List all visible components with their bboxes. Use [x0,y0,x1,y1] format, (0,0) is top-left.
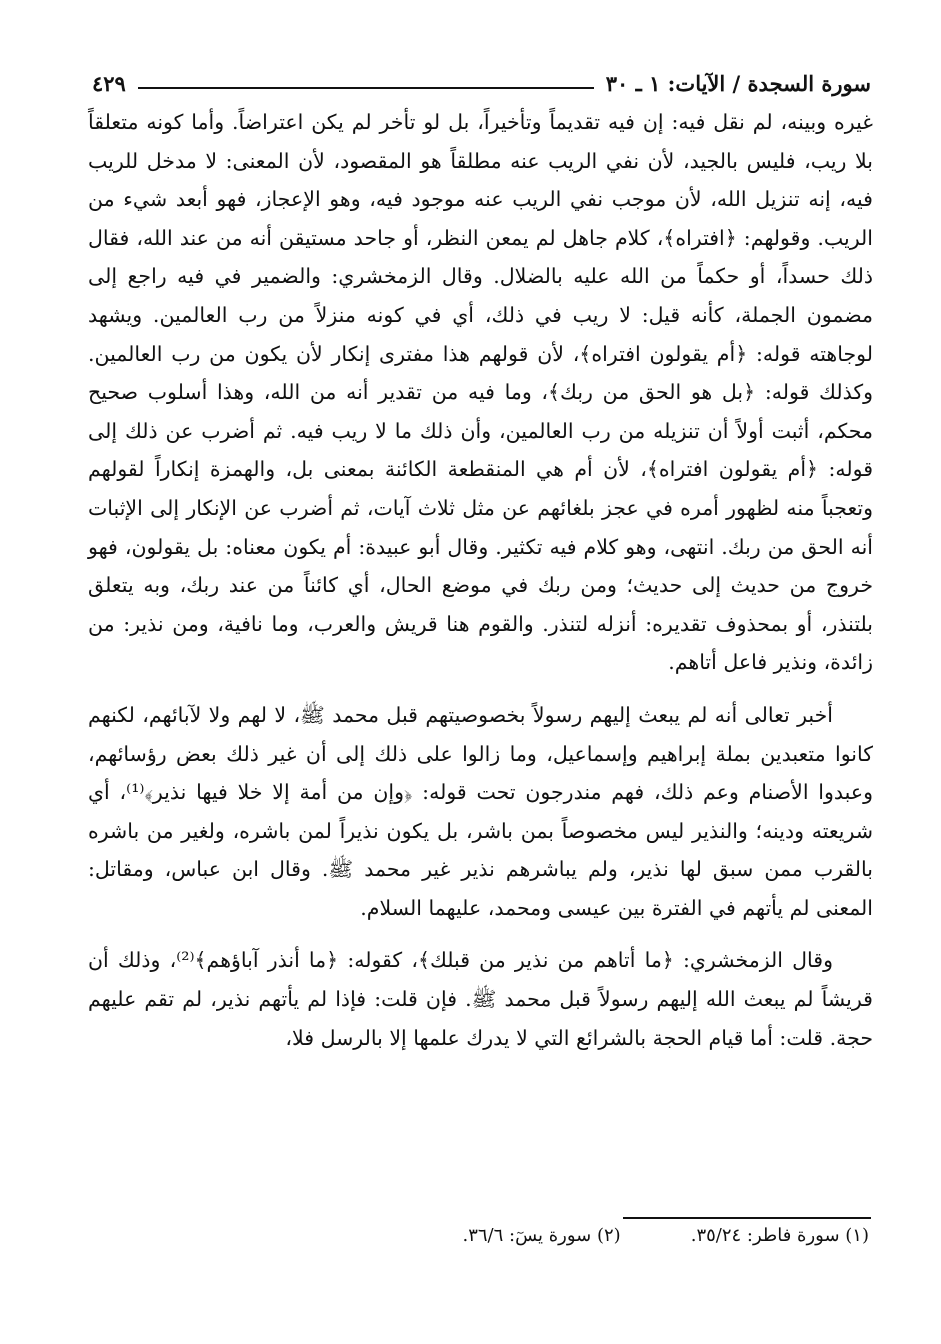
paragraph-1: غيره وبينه، لم نقل فيه: إن فيه تقديماً وتأخيراً، بل لو تأخر لم يكن اعتراضاً. وأما كونه متعلقاً بلا ريب، فليس بالجيد، لأن نفي الريب عنه مطلقاً هو المقصود، لأن المعنى: لا مدخل للريب فيه، إنه تنزيل الله، لأن موجب نفي الريب عنه موجود فيه، وهو الإعجاز، فهو أبعد شيء من الريب. وقولهم: ﴿افتراه﴾، كلام جاهل لم يمعن النظر، أو جاحد مستيقن أنه من عند الله، فقال ذلك حسداً، أو حكماً من الله عليه بالضلال. وقال الزمخشري: والضمير في فيه راجع إلى مضمون الجملة، كأنه قيل: لا ريب في ذلك، أي في كونه منزلاً من رب العالمين. ويشهد لوجاهته قوله: ﴿أم يقولون افتراه﴾، لأن قولهم هذا مفترى إنكار لأن يكون من رب العالمين. وكذلك قوله: ﴿بل هو الحق من ربك﴾، وما فيه من تقدير أنه من الله، وهذا أسلوب صحيح محكم، أثبت أولاً أن تنزيله من رب العالمين، وأن ذلك ما لا ريب فيه. ثم أضرب عن ذلك إلى قوله: ﴿أم يقولون افتراه﴾، لأن أم هي المنقطعة الكائنة بمعنى بل، والهمزة إنكاراً لقولهم وتعجباً منه لظهور أمره في عجز بلغائهم عن مثل ثلاث آيات، ثم أضرب عن الإنكار إلى الإثبات أنه الحق من ربك. انتهى، وهو كلام فيه تكثير. وقال أبو عبيدة: أم يكون معناه: بل يقولون، فهو خروج من حديث إلى حديث؛ ومن ربك في موضع الحال، أي كائناً من عند ربك، وبه يتعلق بلتنذر، أو بمحذوف تقديره: أنزله لتنذر. والقوم هنا قريش والعرب، وما نافية، ومن نذير: من زائدة، ونذير فاعل أتاهم. [88,110,873,675]
footnotes [300,1225,869,1255]
paragraph-3: وقال الزمخشري: ﴿ما أتاهم من نذير من قبلك﴾، كقوله: ﴿ما أنذر آباؤهم﴾⁽²⁾، وذلك أن قريشاً لم يبعث الله إليهم رسولاً قبل محمد ﷺ. فإن قلت: فإذا لم يأتهم نذير، لم تقم عليهم حجة. قلت: أما قيام الحجة بالشرائع التي لا يدرك علمها إلا بالرسل فلا، [88,948,873,1050]
footnote-rule [623,1217,871,1219]
header-title: سورة السجدة / الآيات: ١ ـ ٣٠ [605,71,871,96]
paragraph-2: أخبر تعالى أنه لم يبعث إليهم رسولاً بخصوصيتهم قبل محمد ﷺ، لا لهم ولا لآبائهم، لكنهم كانوا متعبدين بملة إبراهيم وإسماعيل، وما زالوا على ذلك إلى أن غير ذلك بعض رؤسائهم، وعبدوا الأصنام وعم ذلك، فهم مندرجون تحت قوله: ﴿وإن من أمة إلا خلا فيها نذير﴾⁽¹⁾، أي شريعته ودينه؛ والنذير ليس مخصوصاً بمن باشر، بل يكون نذيراً لمن باشره، ولغير من باشره بالقرب ممن سبق لها نذير، ولم يباشرهم نذير غير محمد ﷺ. وقال ابن عباس، ومقاتل: المعنى لم يأتهم في الفترة بين عيسى ومحمد، عليهما السلام. [88,702,873,920]
footnote-1: (١) سورة فاطر: ٣٥/٢٤. [690,1225,869,1246]
header-rule [138,87,594,89]
page-number: ٤٢٩ [92,71,126,96]
main-text [88,103,873,1057]
running-header [92,60,871,96]
footnote-2: (٢) سورة يسٓ: ٣٦/٦. [462,1225,621,1246]
